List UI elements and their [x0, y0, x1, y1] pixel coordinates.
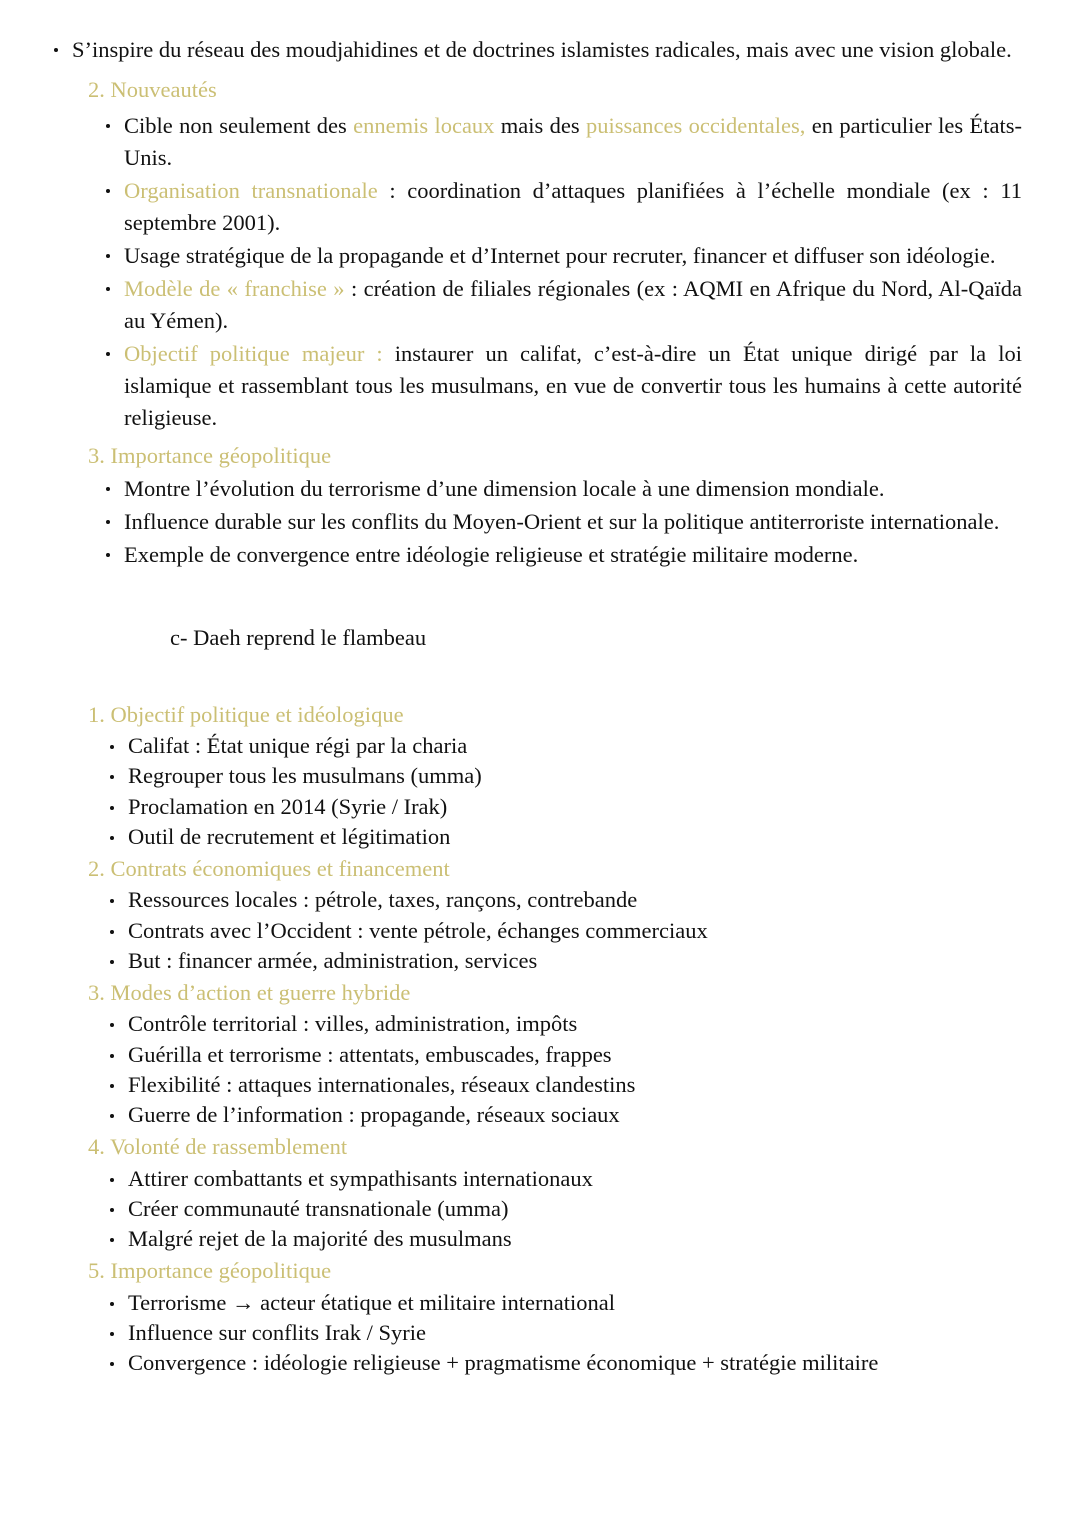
list-item [98, 338, 1022, 434]
list-item [46, 34, 1022, 66]
list-item [102, 1288, 1022, 1318]
list-item [102, 731, 1022, 761]
geopolitique-list [98, 473, 1022, 571]
objectif-politique-list [102, 731, 1022, 852]
list-item-text: Terrorisme → acteur étatique et militaire international [128, 1289, 615, 1315]
list-item [98, 506, 1022, 538]
list-item-text: Outil de recrutement et légitimation [128, 823, 451, 849]
list-item [102, 1224, 1022, 1254]
segment-plain: en particulier les États-Unis. [124, 113, 1022, 171]
list-item [102, 792, 1022, 822]
list-item-text: Guérilla et terrorisme : attentats, embuscades, frappes [128, 1041, 612, 1067]
list-item-text: Influence sur conflits Irak / Syrie [128, 1319, 427, 1345]
list-item [102, 1318, 1022, 1348]
segment-plain: : création de filiales régionales (ex : AQMI en Afrique du Nord, Al-Qaïda au Yémen). [124, 275, 1022, 333]
list-item [98, 240, 1022, 272]
list-item-text: Flexibilité : attaques internationales, réseaux clandestins [128, 1071, 636, 1097]
list-item [102, 1009, 1022, 1039]
list-item-text: Regrouper tous les musulmans (umma) [128, 763, 482, 789]
list-item [98, 175, 1022, 239]
segment-plain: instaurer un califat, c’est-à-dire un État unique dirigé par la loi islamique et rassemblant tous les musulmans, en vue de convertir tous les humains à cette autorité religieuse. [124, 340, 1022, 430]
list-item [102, 1070, 1022, 1100]
segment-plain: : coordination d’attaques planifiées à l’échelle mondiale (ex : 11 septembre 2001). [124, 178, 1022, 235]
segment-plain: Cible non seulement des [124, 113, 354, 139]
top-section [30, 34, 1022, 571]
list-item [102, 761, 1022, 791]
segment-plain: Influence durable sur les conflits du Moyen-Orient et sur la politique antiterroriste internationale. [124, 508, 1000, 534]
nouveautes-list [98, 110, 1022, 433]
segment-plain: mais des [494, 113, 586, 139]
list-item-text: Guerre de l’information : propagande, réseaux sociaux [128, 1102, 620, 1128]
list-item-text: Créer communauté transnationale (umma) [128, 1195, 509, 1221]
list-item [98, 110, 1022, 174]
section-subtitle: c- Daeh reprend le flambeau [170, 624, 427, 650]
list-item [98, 539, 1022, 571]
list-item [102, 1348, 1022, 1378]
modes-action-list [102, 1009, 1022, 1130]
list-item [102, 1100, 1022, 1130]
heading-importance-geopolitique-2: 5. Importance géopolitique [88, 1258, 332, 1284]
heading-modes-action-guerre-hybride: 3. Modes d’action et guerre hybride [88, 980, 411, 1006]
list-item [102, 916, 1022, 946]
segment-highlight: puissances occidentales, [586, 113, 806, 139]
list-item-text: Attirer combattants et sympathisants internationaux [128, 1165, 593, 1191]
heading-volonte-rassemblement: 4. Volonté de rassemblement [88, 1134, 348, 1160]
heading-contrats-economiques: 2. Contrats économiques et financement [88, 856, 450, 882]
list-item-text: Contrôle territorial : villes, administration, impôts [128, 1011, 578, 1037]
list-item [102, 885, 1022, 915]
list-item [98, 473, 1022, 505]
heading-nouveautes: 2. Nouveautés [88, 76, 217, 102]
segment-highlight: ennemis locaux [353, 113, 495, 139]
contrats-economiques-list [102, 885, 1022, 976]
segment-highlight: Objectif politique majeur : [124, 340, 383, 366]
lead-bullet-text: S’inspire du réseau des moudjahidines et de doctrines islamistes radicales, mais avec une vision globale. [72, 37, 1012, 62]
lead-bullet-list [46, 34, 1022, 66]
segment-plain: Exemple de convergence entre idéologie religieuse et stratégie militaire moderne. [124, 541, 859, 567]
list-item-text: Ressources locales : pétrole, taxes, rançons, contrebande [128, 887, 638, 913]
list-item [102, 946, 1022, 976]
list-item-text: But : financer armée, administration, services [128, 947, 538, 973]
bottom-section [30, 700, 1022, 1379]
importance-geopolitique-list [102, 1288, 1022, 1379]
segment-highlight: Organisation transnationale [124, 178, 378, 204]
list-item [102, 1164, 1022, 1194]
segment-highlight: Modèle de « franchise » [124, 275, 345, 301]
list-item-text: Contrats avec l’Occident : vente pétrole, échanges commerciaux [128, 917, 708, 943]
list-item-text: Proclamation en 2014 (Syrie / Irak) [128, 793, 448, 819]
list-item [102, 822, 1022, 852]
list-item [98, 273, 1022, 337]
list-item [102, 1040, 1022, 1070]
heading-objectif-politique-ideologique: 1. Objectif politique et idéologique [88, 701, 404, 727]
list-item-text: Malgré rejet de la majorité des musulmans [128, 1226, 512, 1252]
volonte-rassemblement-list [102, 1164, 1022, 1255]
segment-plain: Usage stratégique de la propagande et d’Internet pour recruter, financer et diffuser son idéologie. [124, 242, 996, 268]
list-item-text: Califat : État unique régi par la charia [128, 733, 468, 759]
list-item-text: Convergence : idéologie religieuse + pragmatisme économique + stratégie militaire [128, 1350, 879, 1376]
segment-plain: Montre l’évolution du terrorisme d’une dimension locale à une dimension mondiale. [124, 475, 885, 501]
heading-importance-geopolitique: 3. Importance géopolitique [88, 442, 332, 468]
list-item [102, 1194, 1022, 1224]
